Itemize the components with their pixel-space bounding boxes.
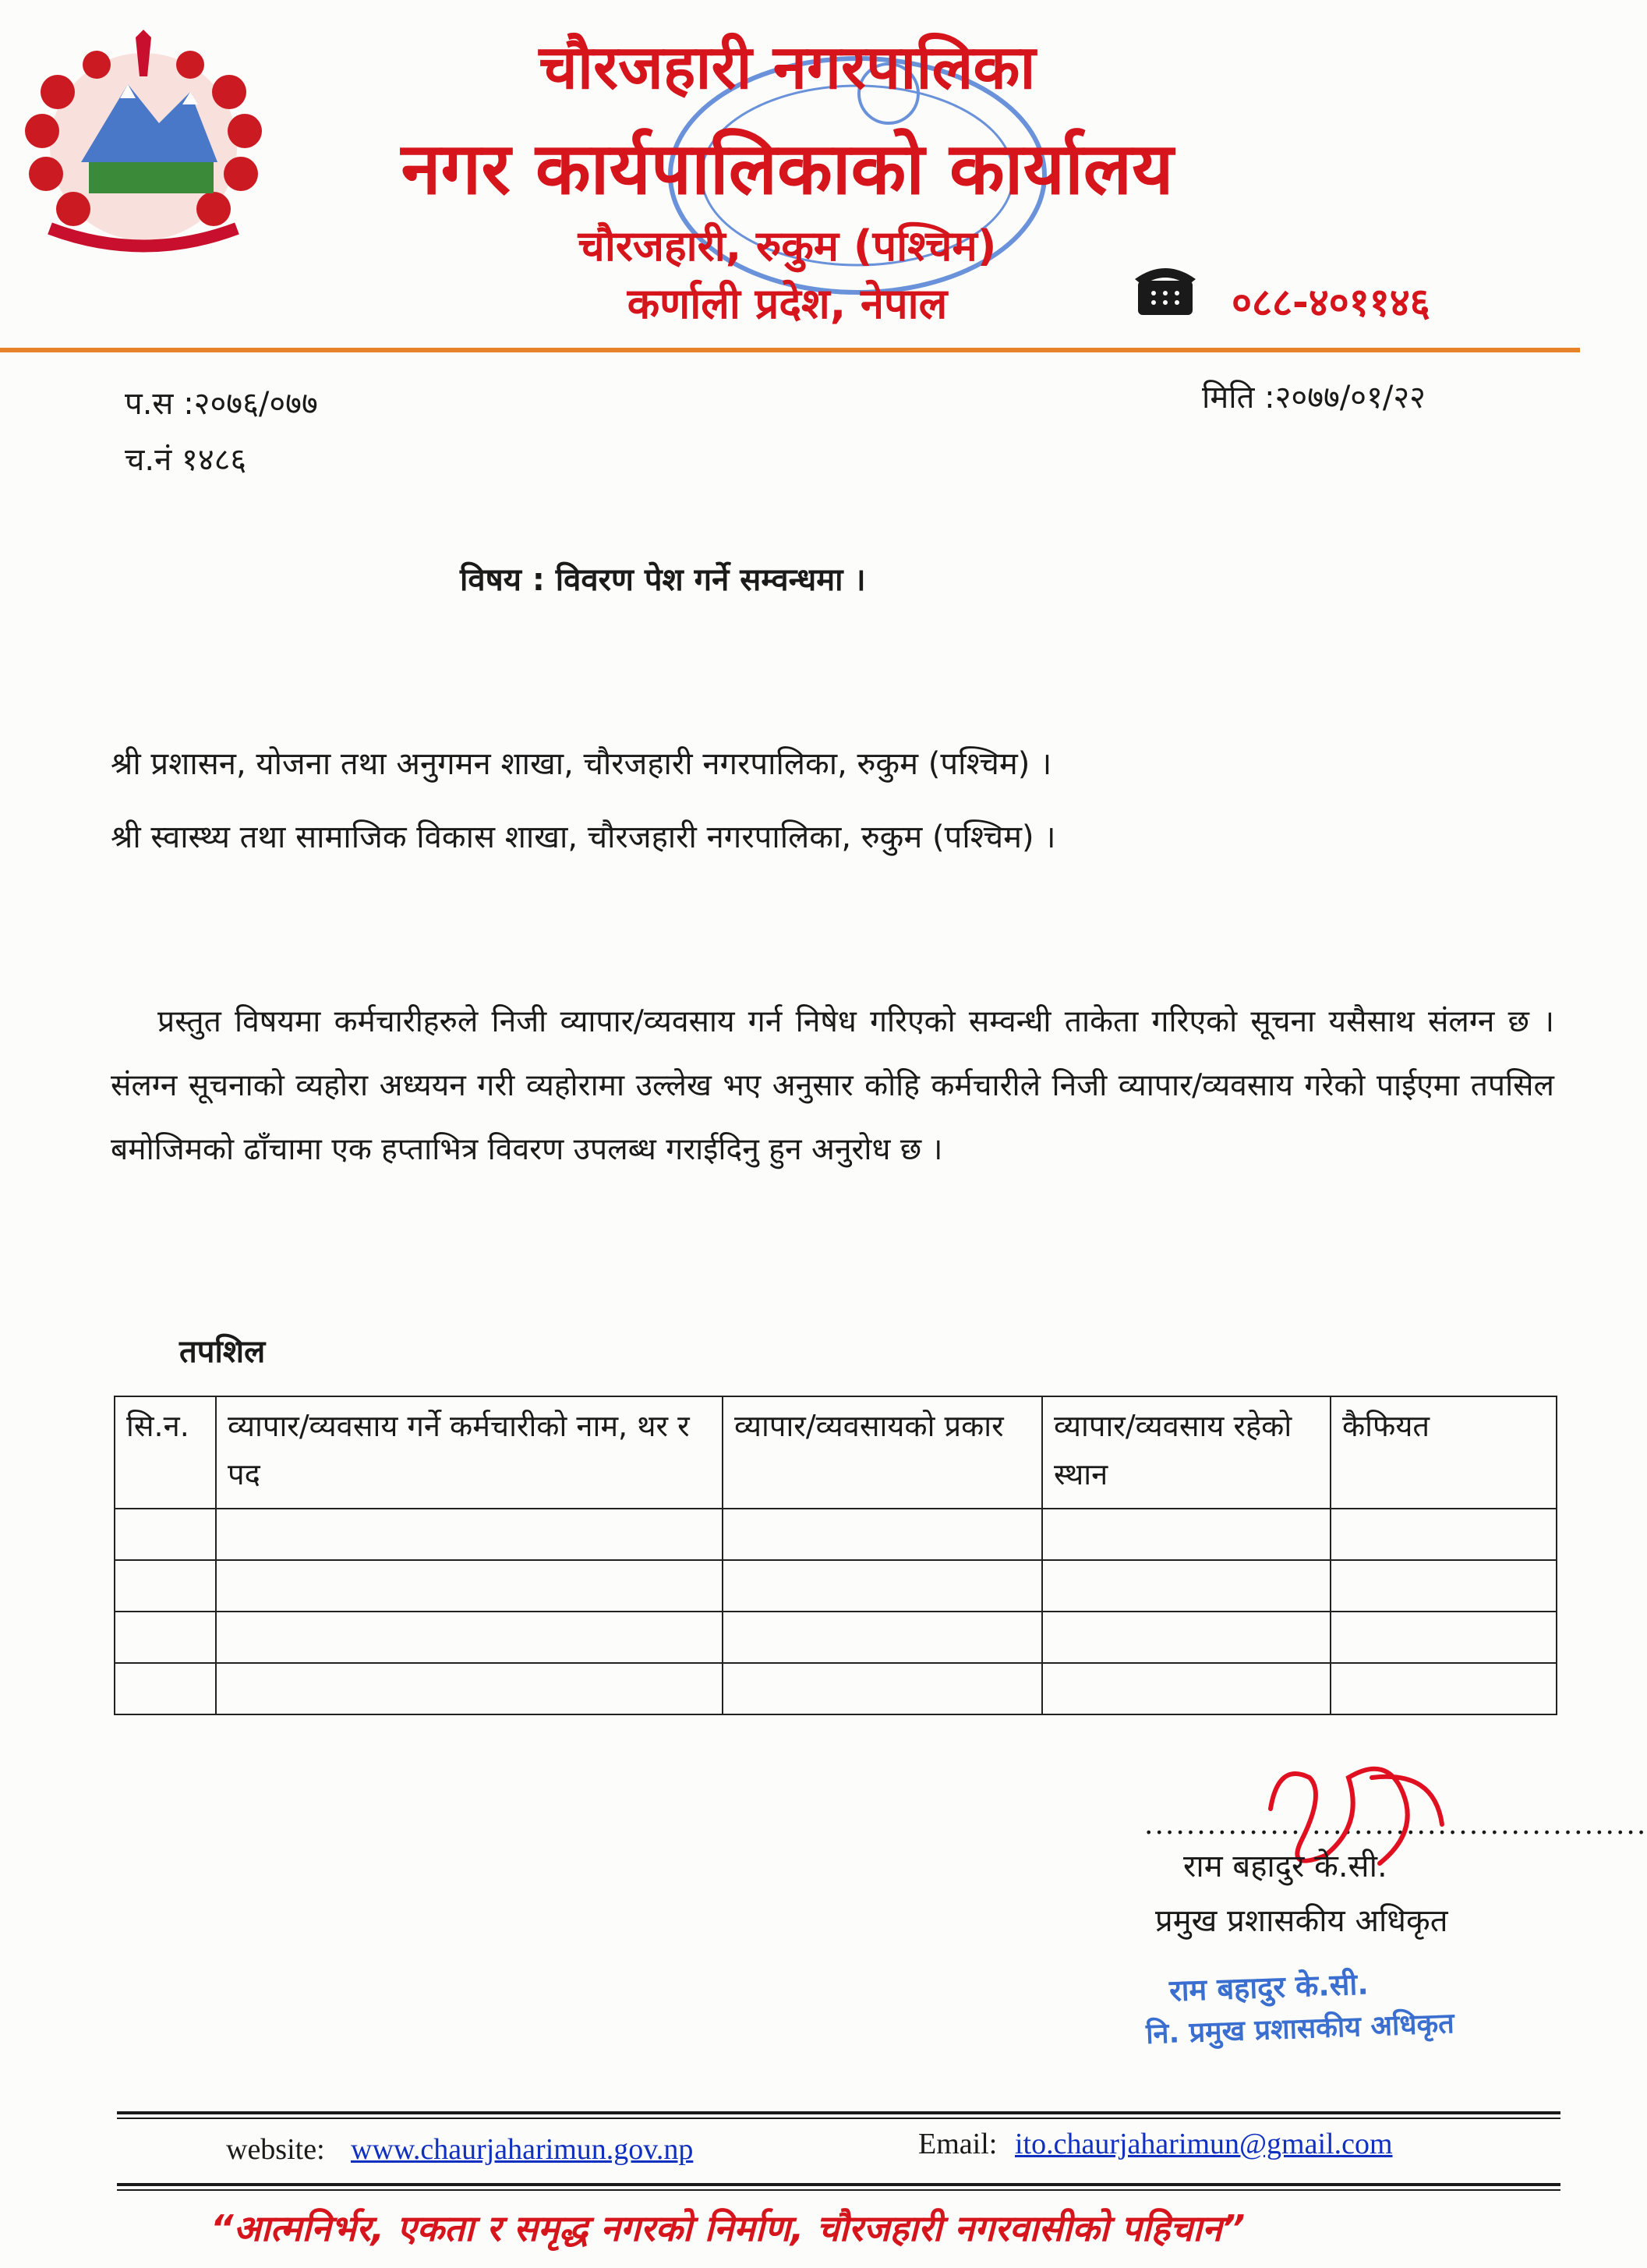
table-row [115, 1663, 1557, 1714]
office-address: चौरजहारी, रुकुम (पश्चिम) [578, 221, 997, 271]
municipality-name: चौरजहारी नगरपालिका [539, 33, 1036, 103]
table-cell [216, 1663, 723, 1714]
email-label: Email: [918, 2128, 998, 2160]
recipient-line: श्री प्रशासन, योजना तथा अनुगमन शाखा, चौरजहारी नगरपालिका, रुकुम (पश्चिम) । [111, 746, 1052, 782]
table-header-row [115, 1396, 1557, 1509]
nepal-emblem-icon [11, 30, 276, 264]
office-phone: ०८८-४०११४६ [1232, 280, 1430, 325]
column-header: व्यापार/व्यवसायको प्रकार [723, 1396, 1042, 1509]
table-cell [216, 1560, 723, 1612]
table-cell [1331, 1509, 1557, 1560]
table-cell [1042, 1663, 1331, 1714]
table-cell [1331, 1612, 1557, 1663]
header-divider [0, 348, 1580, 352]
column-header: कैफियत [1331, 1396, 1557, 1509]
table-cell [115, 1509, 216, 1560]
table-cell [1042, 1612, 1331, 1663]
table-cell [1331, 1663, 1557, 1714]
footer-divider [117, 2118, 1560, 2119]
table-cell [115, 1612, 216, 1663]
stamp-signer-name: राम बहादुर के.सी. [1168, 1966, 1370, 2008]
letter-subject: विषय : विवरण पेश गर्ने सम्वन्धमा । [460, 562, 866, 598]
column-header: सि.न. [115, 1396, 216, 1509]
footer-divider [117, 2189, 1560, 2191]
table-cell [216, 1509, 723, 1560]
table-row [115, 1509, 1557, 1560]
office-name: नगर कार्यपालिकाको कार्यालय [401, 127, 1174, 211]
column-header: व्यापार/व्यवसाय रहेको स्थान [1042, 1396, 1331, 1509]
telephone-icon [1130, 257, 1200, 320]
table-cell [723, 1612, 1042, 1663]
office-province: कर्णाली प्रदेश, नेपाल [627, 279, 948, 328]
email-link[interactable]: ito.chaurjaharimun@gmail.com [1015, 2128, 1393, 2160]
table-cell [115, 1560, 216, 1612]
stamp-signer-title: नि. प्रमुख प्रशासकीय अधिकृत [1145, 2008, 1455, 2050]
table-cell [723, 1560, 1042, 1612]
details-table [114, 1396, 1557, 1715]
signer-title: प्रमुख प्रशासकीय अधिकृत [1155, 1903, 1448, 1939]
column-header: व्यापार/व्यवसाय गर्ने कर्मचारीको नाम, थर र पद [216, 1396, 723, 1509]
table-title: तपशिल [179, 1334, 266, 1370]
table-cell [1331, 1560, 1557, 1612]
signer-name: राम बहादुर के.सी. [1183, 1849, 1387, 1884]
dispatch-number: च.नं १४८६ [125, 442, 247, 478]
footer-divider [117, 2183, 1560, 2186]
reference-number: प.स :२०७६/०७७ [125, 386, 318, 422]
table-row [115, 1612, 1557, 1663]
signature-line: ................................................ [1144, 1809, 1647, 1841]
table-cell [1042, 1509, 1331, 1560]
recipient-line: श्री स्वास्थ्य तथा सामाजिक विकास शाखा, चौरजहारी नगरपालिका, रुकुम (पश्चिम) । [111, 819, 1056, 855]
website-label: website: [226, 2133, 325, 2166]
table-cell [115, 1663, 216, 1714]
table-cell [723, 1509, 1042, 1560]
table-cell [1042, 1560, 1331, 1612]
footer-divider [117, 2111, 1560, 2114]
letter-date: मिति :२०७७/०१/२२ [1202, 380, 1426, 416]
table-cell [216, 1612, 723, 1663]
letter-body: प्रस्तुत विषयमा कर्मचारीहरुले निजी व्यापार/व्यवसाय गर्न निषेध गरिएको सम्वन्धी ताकेता गरिएको सूचना यसैसाथ संलग्न छ । संलग्न सूचनाको व्यहोरा अध्ययन गरी व्यहोरामा उल्लेख भए अनुसार कोहि कर्मचारीले निजी व्यापार/व्यवसाय गरेको पाईएमा तपसिल बमोजिमको ढाँचामा एक हप्ताभित्र विवरण उपलब्ध गराईदिनु हुन अनुरोध छ । [111, 1004, 1554, 1167]
municipality-motto: “आत्मनिर्भर, एकता र समृद्ध नगरको निर्माण, चौरजहारी नगरवासीको पहिचान” [210, 2207, 1246, 2249]
table-row [115, 1560, 1557, 1612]
table-cell [723, 1663, 1042, 1714]
website-link[interactable]: www.chaurjaharimun.gov.np [351, 2133, 694, 2166]
